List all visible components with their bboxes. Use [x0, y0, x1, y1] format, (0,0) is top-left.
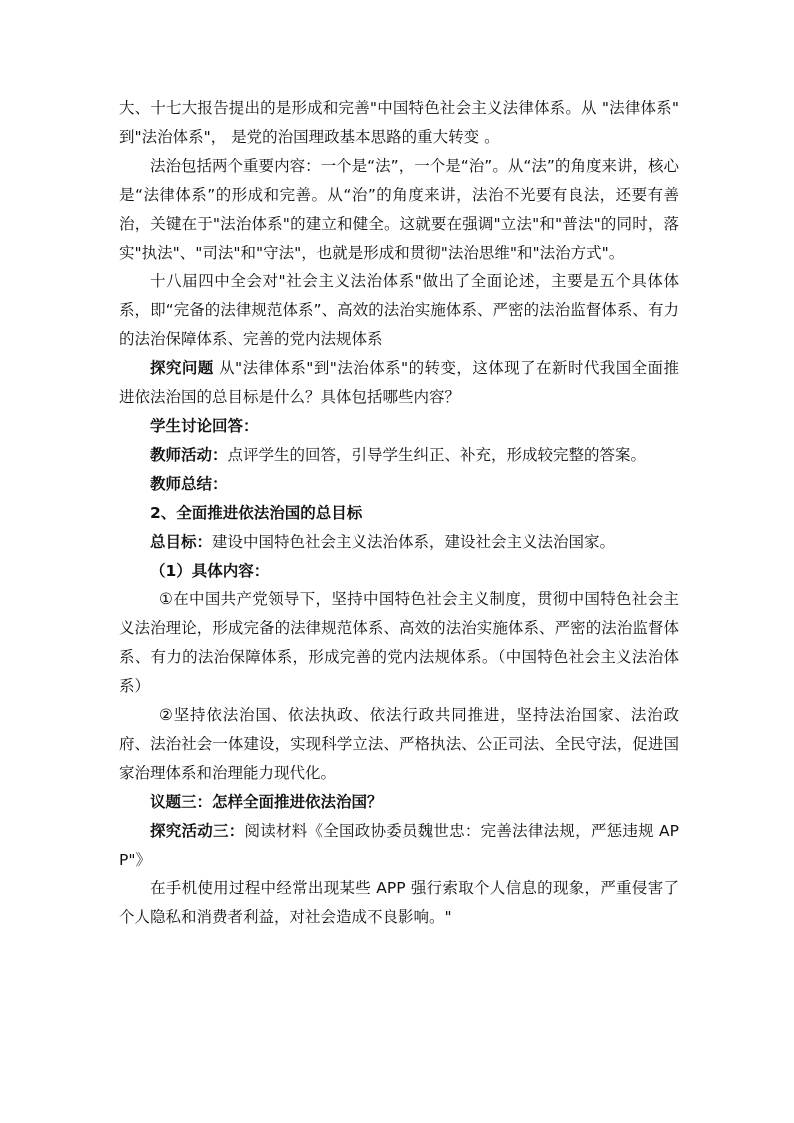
paragraph-overall-goal [119, 528, 679, 557]
paragraph-fourth-plenary: 十八届四中全会对"社会主义法治体系"做出了全面论述，主要是五个具体体系，即“完备的法律规范体系”、高效的法治实施体系、严密的法治监督体系、有力的法治保障体系、完善的党内法规体系 [119, 272, 679, 349]
paragraph-teacher-activity [119, 441, 679, 470]
teacher-activity-label: 教师活动： [150, 445, 228, 464]
paragraph-inquiry-question [119, 354, 679, 412]
paragraph-app-material: 在手机使用过程中经常出现某些 APP 强行索取个人信息的现象，严重侵害了个人隐私和消费者利益，对社会造成不良影响。" [119, 879, 679, 927]
paragraph-inquiry-activity-three [119, 817, 679, 875]
inquiry-activity-three-text: 阅读材料《全国政协委员魏世忠：完善法律法规，严惩违规 APP"》 [119, 821, 679, 869]
overall-goal-label: 总目标： [150, 532, 213, 551]
paragraph-intro-continuation: 大、十七大报告提出的是形成和完善"中国特色社会主义法律体系。从 "法律体系" 到"法治体系"， 是党的治国理政基本思路的重大转变 。 [119, 99, 679, 146]
paragraph-content-item-1: ①在中国共产党领导下，坚持中国特色社会主义制度，贯彻中国特色社会主义法治理论，形成完备的法律规范体系、高效的法治实施体系、严密的法治监督体系、有力的法治保障体系，形成完善的党内法规体系。（中国特色社会主义法治体系） [119, 590, 679, 696]
overall-goal-text: 建设中国特色社会主义法治体系，建设社会主义法治国家。 [212, 532, 616, 551]
document-body [119, 94, 679, 932]
inquiry-question-label: 探究问题 [150, 359, 214, 378]
teacher-activity-text: 点评学生的回答，引导学生纠正、补充，形成较完整的答案。 [227, 445, 647, 464]
student-discussion-heading: 学生讨论回答： [150, 416, 259, 435]
subheading-specific-content: （1）具体内容： [150, 561, 270, 580]
paragraph-content-item-2: ②坚持依法治国、依法执政、依法行政共同推进，坚持法治国家、法治政府、法治社会一体建设，实现科学立法、严格执法、公正司法、全民守法，促进国家治理体系和治理能力现代化。 [119, 706, 679, 782]
paragraph-rule-of-law-content: 法治包括两个重要内容：一个是“法”，一个是“治”。从“法”的角度来讲，核心是“法律体系”的形成和完善。从“治”的角度来讲，法治不光要有良法，还要有善治，关键在于"法治体系"的建立和健全。这就要在强调"立法"和"普法"的同时，落实"执法"、"司法"和"守法"，也就是形成和贯彻"法治思维"和"法治方式"。 [119, 156, 679, 262]
inquiry-question-text: 从"法律体系"到"法治体系"的转变，这体现了在新时代我国全面推进依法治国的总目标是什么？具体包括哪些内容？ [119, 359, 679, 407]
section-heading-overall-goal: 2、全面推进依法治国的总目标 [150, 503, 363, 522]
topic-three-heading: 议题三：怎样全面推进依法治国？ [150, 792, 383, 811]
teacher-summary-heading: 教师总结： [150, 474, 228, 493]
inquiry-activity-three-label: 探究活动三： [150, 821, 245, 840]
